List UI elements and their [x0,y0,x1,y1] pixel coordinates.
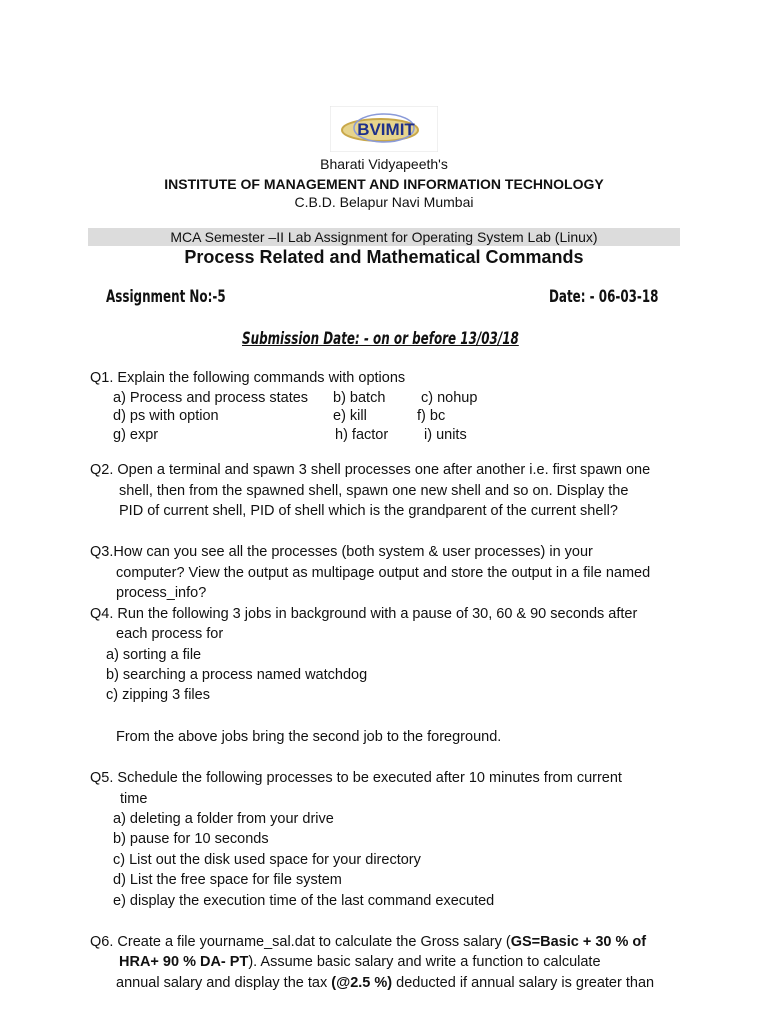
page-title: Process Related and Mathematical Commands [184,247,584,267]
q6-tax-rate: (@2.5 %) [331,975,393,991]
institute-logo [330,106,438,152]
q1-item: e) kill [333,408,367,424]
q5-list-item: e) display the execution time of the last command executed [113,893,495,909]
q6-text: ). Assume basic salary and write a function to calculate [248,954,601,970]
q5-list-item: a) deleting a folder from your drive [113,811,334,827]
q4-list-item: b) searching a process named watchdog [106,667,368,683]
q6-text: annual salary and display the tax [116,975,332,991]
q4-text-line: Q4. Run the following 3 jobs in background with a pause of 30, 60 & 90 seconds after [90,606,638,622]
q1-item: h) factor [335,427,389,443]
q4-list-item: c) zipping 3 files [106,687,210,703]
q6-text-line [116,973,654,993]
institute-address: C.B.D. Belapur Navi Mumbai [294,194,474,210]
lab-assignment-line: MCA Semester –II Lab Assignment for Operating System Lab (Linux) [170,229,598,245]
q1-item: a) Process and process states [113,390,309,406]
q1-intro: Q1. Explain the following commands with options [90,370,406,386]
assignment-number: Assignment No:-5 [106,287,226,307]
q6-text: deducted if annual salary is greater than [392,975,655,991]
q1-item: c) nohup [421,390,478,406]
q1-item: b) batch [333,390,386,406]
q4-footer: From the above jobs bring the second job to the foreground. [116,729,502,745]
q1-item: d) ps with option [113,408,219,424]
q2-text-line: Q2. Open a terminal and spawn 3 shell processes one after another i.e. first spawn one [90,462,651,478]
q5-list-item: b) pause for 10 seconds [113,831,269,847]
q5-list-item: d) List the free space for file system [113,872,342,888]
q4-text-line: each process for [116,626,224,642]
institute-title: INSTITUTE OF MANAGEMENT AND INFORMATION TECHNOLOGY [164,176,604,192]
q5-text-line: Q5. Schedule the following processes to be executed after 10 minutes from current [90,770,622,786]
q2-text-line: shell, then from the spawned shell, spawn one new shell and so on. Display the [119,483,629,499]
institute-name-line: Bharati Vidyapeeth's [320,156,448,172]
q2-text-line: PID of current shell, PID of shell which is the grandparent of the current shell? [119,503,618,519]
q1-item: g) expr [113,427,159,443]
q6-text-line [90,932,646,952]
submission-date: Submission Date: - on or before 13/03/18 [242,329,519,349]
q4-list-item: a) sorting a file [106,647,202,663]
assignment-date: Date: - 06-03-18 [549,287,659,307]
q6-formula: HRA+ 90 % DA- PT [119,954,249,970]
q6-text-line [119,952,601,972]
q1-item: f) bc [417,408,446,424]
svg-text:BVIMIT: BVIMIT [357,120,415,139]
q6-formula: GS=Basic + 30 % of [510,934,647,950]
q3-text-line: computer? View the output as multipage output and store the output in a file named [116,565,651,581]
q5-list-item: c) List out the disk used space for your directory [113,852,421,868]
q3-text-line: Q3.How can you see all the processes (both system & user processes) in your [90,544,593,560]
q3-text-line: process_info? [116,585,207,601]
q6-text: Q6. Create a file yourname_sal.dat to calculate the Gross salary ( [90,934,511,950]
q1-item: i) units [424,427,467,443]
q5-text-line: time [120,791,148,807]
